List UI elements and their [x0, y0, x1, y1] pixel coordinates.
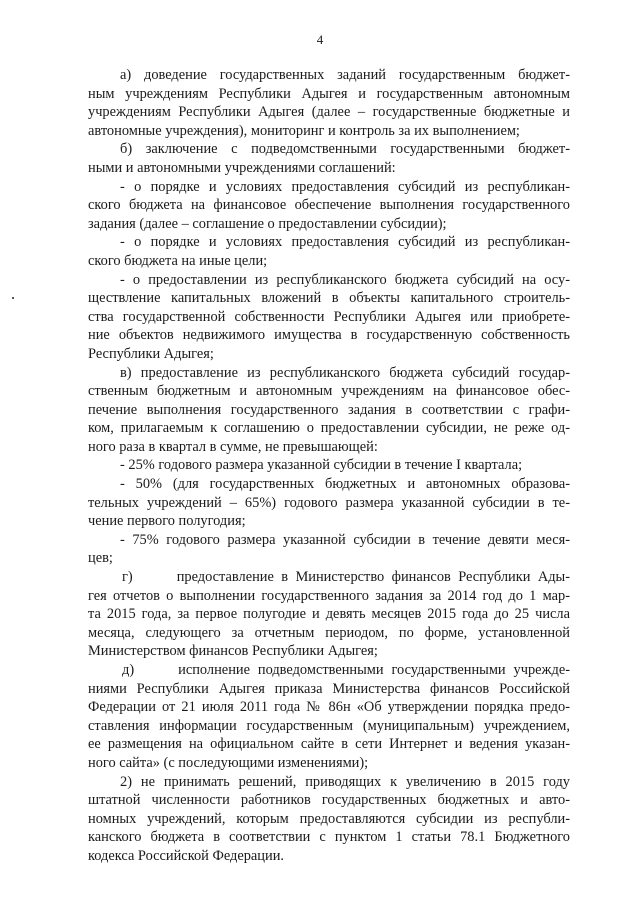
text-line: ства государственной собственности Республики Адыгея или приобрете-: [88, 308, 570, 325]
text-line: 2) не принимать решений, приводящих к увеличению в 2015 году: [120, 773, 570, 790]
text-line: ние объектов недвижимого имущества в государственную собственность: [88, 327, 570, 344]
text-line: Республики Адыгея;: [88, 345, 214, 362]
text-line: автономные учреждения), мониторинг и контроль за их выполнением;: [88, 122, 520, 139]
text-line: ского бюджета на иные цели;: [88, 252, 268, 269]
text-line: - о порядке и условиях предоставления субсидий из республикан-: [120, 178, 570, 195]
text-line: ными и автономными учреждениями соглашений:: [88, 159, 396, 176]
text-line: - о предоставлении из республиканского бюджета субсидий на осу-: [120, 271, 570, 288]
text-line: б) заключение с подведомственными государственными бюджет-: [120, 141, 570, 158]
text-line: ниями Республики Адыгея приказа Министерства финансов Российской: [88, 680, 570, 697]
text-line: [88, 661, 570, 680]
item-marker: г): [122, 569, 133, 586]
text-line: ского бюджета на финансовое обеспечение выполнения государственного: [88, 197, 570, 214]
text-line: канского бюджета в соответствии с пунктом 1 статьи 78.1 Бюджетного: [88, 829, 570, 846]
text-line: - 25% годового размера указанной субсидии в течение I квартала;: [120, 457, 523, 474]
text-line: тельных учреждений – 65%) годового размера указанной субсидии в те-: [88, 494, 570, 511]
text-line: гея отчетов о выполнении государственного задания за 2014 год до 1 мар-: [88, 587, 570, 604]
text-line: ственным бюджетным и автономным учреждениям на финансовое обес-: [88, 383, 570, 400]
text-line: ного сайта» (с последующими изменениями);: [88, 754, 369, 771]
item-marker: д): [122, 662, 135, 678]
document-body: [88, 66, 570, 866]
text-line: ее размещения на официальном сайте в сети Интернет и ведения указан-: [88, 736, 570, 753]
text-line: та 2015 года, за первое полугодие и девять месяцев 2015 года до 25 числа: [88, 606, 570, 623]
text-line: ществление капитальных вложений в объекты капитального строитель-: [88, 290, 570, 307]
item-text: исполнение подведомственными государственными учрежде-: [178, 662, 570, 678]
text-line: [88, 568, 570, 587]
text-line: Министерством финансов Республики Адыгея;: [88, 643, 378, 660]
text-line: - о порядке и условиях предоставления субсидий из республикан-: [120, 234, 570, 251]
text-line: - 50% (для государственных бюджетных и автономных образова-: [120, 476, 570, 493]
text-line: цев;: [88, 550, 113, 567]
text-line: а) доведение государственных заданий государственным бюджет-: [120, 67, 570, 83]
item-text: предоставление в Министерство финансов Республики Ады-: [176, 569, 570, 586]
scan-speck: [12, 297, 14, 299]
text-line: кодекса Российской Федерации.: [88, 847, 285, 864]
text-line: учреждениям Республики Адыгея (далее – государственные бюджетные и: [88, 104, 570, 121]
text-line: Федерации от 21 июля 2011 года № 86н «Об утверждении порядка предо-: [88, 699, 570, 716]
text-line: ного раза в квартал в сумме, не превышающей:: [88, 438, 378, 455]
page-number: 4: [316, 32, 324, 47]
text-line: ставления информации государственным (муниципальным) учреждением,: [88, 717, 570, 734]
text-line: чение первого полугодия;: [88, 513, 246, 530]
text-line: ным учреждениям Республики Адыгея и государственным автономным: [88, 85, 570, 102]
text-line: задания (далее – соглашение о предоставлении субсидии);: [88, 215, 447, 232]
text-line: номных учреждений, которым предоставляются субсидии из республи-: [88, 810, 570, 827]
text-line: в) предоставление из республиканского бюджета субсидий государ-: [120, 364, 570, 381]
text-line: печение выполнения государственного задания в соответствии с графи-: [88, 401, 570, 418]
text-line: месяца, следующего за отчетным периодом, по форме, установленной: [88, 624, 570, 641]
text-line: штатной численности работников государственных бюджетных и авто-: [88, 792, 570, 809]
text-line: ком, прилагаемым к соглашению о предоставлении субсидии, не реже од-: [88, 420, 570, 437]
text-line: - 75% годового размера указанной субсидии в течение девяти меся-: [120, 531, 570, 548]
